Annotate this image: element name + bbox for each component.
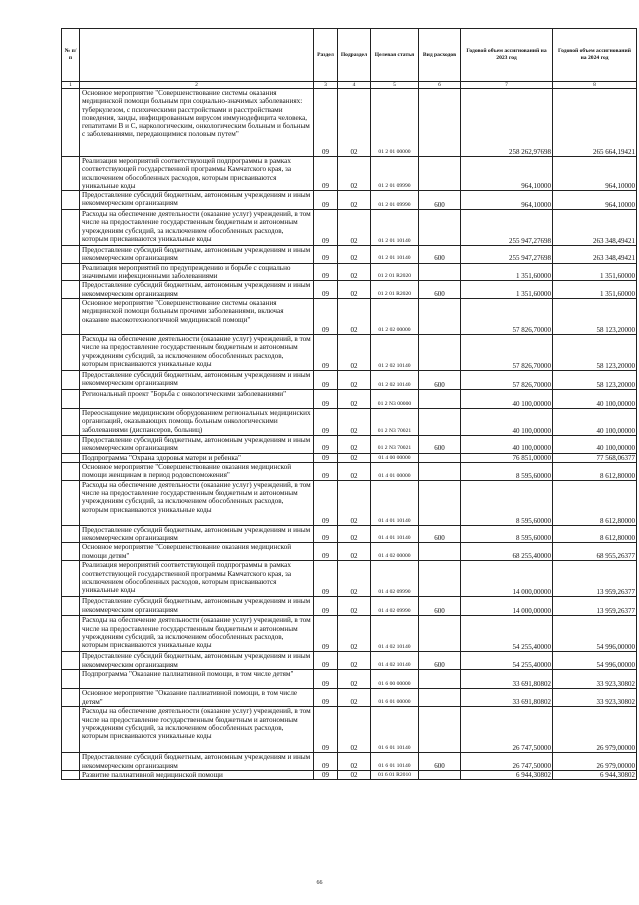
header-row — [62, 29, 637, 82]
header-name — [80, 29, 314, 82]
podrazdel-cell: 02 — [338, 670, 371, 689]
row-name-cell: Переоснащение медицинским оборудованием региональных медицинских организаций, оказывающих помощь больным онкологическими заболеваниями (диспансеров, больниц) — [80, 408, 314, 435]
amount-2023-cell: 40 100,00000 — [461, 435, 553, 453]
table-row — [62, 689, 637, 707]
razdel-cell: 09 — [314, 389, 338, 408]
row-number-cell — [62, 157, 80, 191]
row-number-cell — [62, 771, 80, 780]
target-article-cell: 01 6 01 R2010 — [371, 771, 419, 780]
row-number-cell — [62, 561, 80, 597]
razdel-cell: 09 — [314, 670, 338, 689]
row-name-cell: Расходы на обеспечение деятельности (оказание услуг) учреждений, в том числе на предоставление государственным бюджетным и автономным учреждениям субсидий, за исключением обособленных расходов, которым присваиваются уникальные коды — [80, 210, 314, 246]
razdel-cell: 09 — [314, 435, 338, 453]
amount-2023-cell: 57 826,70000 — [461, 370, 553, 389]
razdel-cell: 09 — [314, 462, 338, 480]
row-name-cell: Региональный проект "Борьба с онкологическими заболеваниями" — [80, 389, 314, 408]
header-vr: Вид расходов — [419, 29, 461, 82]
row-name-cell: Основное мероприятие "Совершенствование системы оказания медицинской помощи больным при социально-значимых заболеваниях: туберкулезом, с психическими расстройствами и расстройствами поведения, заиды, инфицированным вирусом иммунодефицита человека, гепатитами В и С, наркологическим, онкологическим больным и больным с заболеваниями, передающимися половым путем" — [80, 89, 314, 157]
amount-2023-cell: 255 947,27698 — [461, 246, 553, 264]
table-row — [62, 157, 637, 191]
amount-2024-cell: 265 664,19421 — [553, 89, 637, 157]
amount-2023-cell: 14 000,00000 — [461, 597, 553, 616]
razdel-cell: 09 — [314, 597, 338, 616]
target-article-cell: 01 2 01 R2020 — [371, 263, 419, 281]
expense-type-cell — [419, 771, 461, 780]
podrazdel-cell: 02 — [338, 597, 371, 616]
razdel-cell: 09 — [314, 771, 338, 780]
target-article-cell: 01 2 02 10140 — [371, 334, 419, 370]
razdel-cell: 09 — [314, 753, 338, 771]
table-row — [62, 298, 637, 334]
amount-2024-cell: 54 996,00000 — [553, 652, 637, 670]
amount-2024-cell: 40 100,00000 — [553, 435, 637, 453]
amount-2023-cell: 57 826,70000 — [461, 334, 553, 370]
amount-2023-cell: 8 595,60000 — [461, 480, 553, 525]
row-name-cell: Расходы на обеспечение деятельности (оказание услуг) учреждений, в том числе на предоставление государственным бюджетным и автономным учреждениям субсидий, за исключением обособленных расходов, которым присваиваются уникальные коды — [80, 334, 314, 370]
table-row — [62, 389, 637, 408]
amount-2023-cell: 33 691,80802 — [461, 670, 553, 689]
table-row — [62, 246, 637, 264]
table-row — [62, 480, 637, 525]
target-article-cell: 01 2 N3 00000 — [371, 389, 419, 408]
header-2024: Годовой объем ассигнований на 2024 год — [553, 29, 637, 82]
expense-type-cell — [419, 263, 461, 281]
amount-2023-cell: 54 255,40000 — [461, 652, 553, 670]
target-article-cell: 01 4 00 00000 — [371, 453, 419, 462]
row-number-cell — [62, 210, 80, 246]
row-number-cell — [62, 525, 80, 543]
expense-type-cell: 600 — [419, 281, 461, 299]
row-name-cell: Предоставление субсидий бюджетным, автономным учреждениям и иным некоммерческим организациям — [80, 435, 314, 453]
amount-2023-cell: 26 747,50000 — [461, 707, 553, 753]
amount-2023-cell: 964,10000 — [461, 157, 553, 191]
column-number: 6 — [419, 82, 461, 89]
amount-2024-cell: 8 612,80000 — [553, 462, 637, 480]
razdel-cell: 09 — [314, 157, 338, 191]
razdel-cell: 09 — [314, 210, 338, 246]
row-number-cell — [62, 370, 80, 389]
column-number: 5 — [371, 82, 419, 89]
header-num: № п/п — [62, 29, 80, 82]
target-article-cell: 01 4 02 09990 — [371, 597, 419, 616]
target-article-cell: 01 2 01 09990 — [371, 191, 419, 210]
row-name-cell: Предоставление субсидий бюджетным, автономным учреждениям и иным некоммерческим организациям — [80, 281, 314, 299]
podrazdel-cell: 02 — [338, 246, 371, 264]
header-podrazdel: Подраздел — [338, 29, 371, 82]
expense-type-cell — [419, 462, 461, 480]
podrazdel-cell: 02 — [338, 689, 371, 707]
expense-type-cell: 600 — [419, 191, 461, 210]
razdel-cell: 09 — [314, 191, 338, 210]
column-numbers-row — [62, 82, 637, 89]
target-article-cell: 01 6 01 10140 — [371, 753, 419, 771]
podrazdel-cell: 02 — [338, 753, 371, 771]
podrazdel-cell: 02 — [338, 561, 371, 597]
amount-2024-cell: 964,10000 — [553, 191, 637, 210]
amount-2024-cell: 33 923,30802 — [553, 670, 637, 689]
amount-2024-cell: 58 123,20000 — [553, 370, 637, 389]
amount-2024-cell: 40 100,00000 — [553, 389, 637, 408]
razdel-cell: 09 — [314, 263, 338, 281]
expense-type-cell — [419, 480, 461, 525]
amount-2023-cell: 57 826,70000 — [461, 298, 553, 334]
table-row — [62, 753, 637, 771]
amount-2023-cell: 33 691,80802 — [461, 689, 553, 707]
amount-2024-cell: 58 123,20000 — [553, 298, 637, 334]
row-name-cell: Расходы на обеспечение деятельности (оказание услуг) учреждений, в том числе на предоставление государственным бюджетным и автономным учреждениям субсидий, за исключением обособленных расходов, которым присваиваются уникальные коды — [80, 616, 314, 652]
amount-2024-cell: 40 100,00000 — [553, 408, 637, 435]
target-article-cell: 01 4 02 00000 — [371, 543, 419, 561]
expense-type-cell: 600 — [419, 435, 461, 453]
row-number-cell — [62, 435, 80, 453]
amount-2024-cell: 68 955,26377 — [553, 543, 637, 561]
target-article-cell: 01 2 02 00000 — [371, 298, 419, 334]
podrazdel-cell: 02 — [338, 771, 371, 780]
table-row — [62, 771, 637, 780]
row-number-cell — [62, 389, 80, 408]
row-name-cell: Предоставление субсидий бюджетным, автономным учреждениям и иным некоммерческим организациям — [80, 753, 314, 771]
table-row — [62, 408, 637, 435]
razdel-cell: 09 — [314, 281, 338, 299]
amount-2024-cell: 13 959,26377 — [553, 597, 637, 616]
expense-type-cell — [419, 157, 461, 191]
table-row — [62, 616, 637, 652]
table-row — [62, 525, 637, 543]
row-number-cell — [62, 753, 80, 771]
podrazdel-cell: 02 — [338, 525, 371, 543]
target-article-cell: 01 2 02 10140 — [371, 370, 419, 389]
table-row — [62, 435, 637, 453]
column-number: 7 — [461, 82, 553, 89]
column-number: 4 — [338, 82, 371, 89]
table-row — [62, 652, 637, 670]
row-number-cell — [62, 480, 80, 525]
table-row — [62, 561, 637, 597]
row-name-cell: Реализация мероприятий соответствующей подпрограммы в рамках соответствующей государственной программы Камчатского края, за исключением обособленных расходов, которым присваиваются уникальные коды — [80, 561, 314, 597]
amount-2024-cell: 33 923,30802 — [553, 689, 637, 707]
podrazdel-cell: 02 — [338, 462, 371, 480]
column-number: 1 — [62, 82, 80, 89]
table-row — [62, 191, 637, 210]
expense-type-cell — [419, 707, 461, 753]
target-article-cell: 01 2 01 R2020 — [371, 281, 419, 299]
podrazdel-cell: 02 — [338, 543, 371, 561]
row-name-cell: Предоставление субсидий бюджетным, автономным учреждениям и иным некоммерческим организациям — [80, 525, 314, 543]
razdel-cell: 09 — [314, 246, 338, 264]
expense-type-cell: 600 — [419, 597, 461, 616]
target-article-cell: 01 4 02 10140 — [371, 616, 419, 652]
amount-2024-cell: 263 348,49421 — [553, 246, 637, 264]
row-name-cell: Предоставление субсидий бюджетным, автономным учреждениям и иным некоммерческим организациям — [80, 597, 314, 616]
razdel-cell: 09 — [314, 616, 338, 652]
podrazdel-cell: 02 — [338, 652, 371, 670]
razdel-cell: 09 — [314, 334, 338, 370]
target-article-cell: 01 6 00 00000 — [371, 670, 419, 689]
target-article-cell: 01 2 N3 70021 — [371, 408, 419, 435]
podrazdel-cell: 02 — [338, 370, 371, 389]
row-number-cell — [62, 191, 80, 210]
razdel-cell: 09 — [314, 370, 338, 389]
target-article-cell: 01 2 N3 70021 — [371, 435, 419, 453]
target-article-cell: 01 6 01 10140 — [371, 707, 419, 753]
podrazdel-cell: 02 — [338, 210, 371, 246]
target-article-cell: 01 4 02 10140 — [371, 652, 419, 670]
table-row — [62, 263, 637, 281]
razdel-cell: 09 — [314, 480, 338, 525]
podrazdel-cell: 02 — [338, 616, 371, 652]
row-number-cell — [62, 707, 80, 753]
table-row — [62, 462, 637, 480]
row-number-cell — [62, 298, 80, 334]
row-name-cell: Предоставление субсидий бюджетным, автономным учреждениям и иным некоммерческим организациям — [80, 370, 314, 389]
row-number-cell — [62, 334, 80, 370]
podrazdel-cell: 02 — [338, 389, 371, 408]
razdel-cell: 09 — [314, 298, 338, 334]
target-article-cell: 01 4 02 09990 — [371, 561, 419, 597]
target-article-cell: 01 4 01 10140 — [371, 480, 419, 525]
column-number: 8 — [553, 82, 637, 89]
expense-type-cell — [419, 689, 461, 707]
amount-2023-cell: 54 255,40000 — [461, 616, 553, 652]
row-number-cell — [62, 453, 80, 462]
razdel-cell: 09 — [314, 652, 338, 670]
header-csr: Целевая статья — [371, 29, 419, 82]
razdel-cell: 09 — [314, 408, 338, 435]
amount-2024-cell: 8 612,80000 — [553, 480, 637, 525]
expense-type-cell: 600 — [419, 370, 461, 389]
table-row — [62, 453, 637, 462]
row-number-cell — [62, 616, 80, 652]
row-name-cell: Расходы на обеспечение деятельности (оказание услуг) учреждений, в том числе на предоставление государственным бюджетным и автономным учреждениям субсидий, за исключением обособленных расходов, которым присваиваются уникальные коды — [80, 480, 314, 525]
amount-2023-cell: 68 255,40000 — [461, 543, 553, 561]
razdel-cell: 09 — [314, 89, 338, 157]
podrazdel-cell: 02 — [338, 263, 371, 281]
row-number-cell — [62, 652, 80, 670]
row-number-cell — [62, 597, 80, 616]
expense-type-cell: 600 — [419, 246, 461, 264]
expense-type-cell — [419, 670, 461, 689]
expense-type-cell — [419, 453, 461, 462]
amount-2023-cell: 1 351,60000 — [461, 263, 553, 281]
budget-table — [61, 28, 637, 780]
row-number-cell — [62, 246, 80, 264]
expense-type-cell — [419, 408, 461, 435]
table-row — [62, 334, 637, 370]
row-number-cell — [62, 408, 80, 435]
table-row — [62, 370, 637, 389]
row-name-cell: Реализация мероприятий соответствующей подпрограммы в рамках соответствующей государственной программы Камчатского края, за исключением обособленных расходов, которым присваиваются уникальные коды — [80, 157, 314, 191]
column-number: 2 — [80, 82, 314, 89]
row-name-cell: Предоставление субсидий бюджетным, автономным учреждениям и иным некоммерческим организациям — [80, 191, 314, 210]
row-name-cell: Основное мероприятие "Оказание паллиативной помощи, в том числе детям" — [80, 689, 314, 707]
amount-2024-cell: 13 959,26377 — [553, 561, 637, 597]
expense-type-cell — [419, 543, 461, 561]
page-number: 66 — [316, 880, 323, 886]
podrazdel-cell: 02 — [338, 157, 371, 191]
amount-2023-cell: 6 944,30802 — [461, 771, 553, 780]
podrazdel-cell: 02 — [338, 334, 371, 370]
header-razdel: Раздел — [314, 29, 338, 82]
row-number-cell — [62, 462, 80, 480]
table-row — [62, 543, 637, 561]
target-article-cell: 01 6 01 00000 — [371, 689, 419, 707]
row-name-cell: Расходы на обеспечение деятельности (оказание услуг) учреждений, в том числе на предоставление государственным бюджетным и автономным учреждениям субсидий, за исключением обособленных расходов, которым присваиваются уникальные коды — [80, 707, 314, 753]
podrazdel-cell: 02 — [338, 480, 371, 525]
podrazdel-cell: 02 — [338, 298, 371, 334]
podrazdel-cell: 02 — [338, 435, 371, 453]
amount-2024-cell: 58 123,20000 — [553, 334, 637, 370]
amount-2023-cell: 964,10000 — [461, 191, 553, 210]
row-name-cell: Развитие паллиативной медицинской помощи — [80, 771, 314, 780]
amount-2023-cell: 26 747,50000 — [461, 753, 553, 771]
amount-2023-cell: 40 100,00000 — [461, 389, 553, 408]
row-name-cell: Реализация мероприятий по предупреждению и борьбе с социально значимыми инфекционными заболеваниями — [80, 263, 314, 281]
target-article-cell: 01 4 01 10140 — [371, 525, 419, 543]
amount-2023-cell: 8 595,60000 — [461, 462, 553, 480]
razdel-cell: 09 — [314, 525, 338, 543]
row-number-cell — [62, 89, 80, 157]
expense-type-cell — [419, 334, 461, 370]
amount-2024-cell: 77 568,06377 — [553, 453, 637, 462]
row-number-cell — [62, 263, 80, 281]
podrazdel-cell: 02 — [338, 281, 371, 299]
expense-type-cell: 600 — [419, 652, 461, 670]
amount-2023-cell: 8 595,60000 — [461, 525, 553, 543]
table-row — [62, 210, 637, 246]
amount-2024-cell: 1 351,60000 — [553, 263, 637, 281]
amount-2024-cell: 8 612,80000 — [553, 525, 637, 543]
razdel-cell: 09 — [314, 561, 338, 597]
expense-type-cell — [419, 210, 461, 246]
expense-type-cell — [419, 389, 461, 408]
amount-2023-cell: 255 947,27698 — [461, 210, 553, 246]
amount-2023-cell: 258 262,97698 — [461, 89, 553, 157]
expense-type-cell — [419, 89, 461, 157]
amount-2024-cell: 26 979,00000 — [553, 707, 637, 753]
row-number-cell — [62, 543, 80, 561]
expense-type-cell: 600 — [419, 525, 461, 543]
amount-2024-cell: 263 348,49421 — [553, 210, 637, 246]
amount-2024-cell: 6 944,30802 — [553, 771, 637, 780]
amount-2024-cell: 964,10000 — [553, 157, 637, 191]
table-row — [62, 670, 637, 689]
razdel-cell: 09 — [314, 453, 338, 462]
row-number-cell — [62, 281, 80, 299]
amount-2023-cell: 14 000,00000 — [461, 561, 553, 597]
podrazdel-cell: 02 — [338, 707, 371, 753]
target-article-cell: 01 2 01 09990 — [371, 157, 419, 191]
podrazdel-cell: 02 — [338, 408, 371, 435]
amount-2024-cell: 54 996,00000 — [553, 616, 637, 652]
table-row — [62, 89, 637, 157]
expense-type-cell: 600 — [419, 753, 461, 771]
row-number-cell — [62, 670, 80, 689]
row-name-cell: Основное мероприятие "Совершенствование оказания медицинской помощи детям" — [80, 543, 314, 561]
razdel-cell: 09 — [314, 543, 338, 561]
row-name-cell: Основное мероприятие "Совершенствование оказания медицинской помощи женщинам в период родовспоможения" — [80, 462, 314, 480]
amount-2024-cell: 26 979,00000 — [553, 753, 637, 771]
table-row — [62, 707, 637, 753]
table-body — [62, 89, 637, 780]
amount-2023-cell: 1 351,60000 — [461, 281, 553, 299]
row-name-cell: Предоставление субсидий бюджетным, автономным учреждениям и иным некоммерческим организациям — [80, 246, 314, 264]
podrazdel-cell: 02 — [338, 191, 371, 210]
amount-2023-cell: 40 100,00000 — [461, 408, 553, 435]
amount-2023-cell: 76 851,00000 — [461, 453, 553, 462]
target-article-cell: 01 2 01 00000 — [371, 89, 419, 157]
row-name-cell: Предоставление субсидий бюджетным, автономным учреждениям и иным некоммерческим организациям — [80, 652, 314, 670]
document-page — [61, 28, 636, 780]
table-row — [62, 597, 637, 616]
row-name-cell: Основное мероприятие "Совершенствование системы оказания медицинской помощи больным прочими заболеваниями, включая оказание высокотехнологичной медицинской помощи" — [80, 298, 314, 334]
target-article-cell: 01 2 01 10140 — [371, 210, 419, 246]
expense-type-cell — [419, 616, 461, 652]
expense-type-cell — [419, 561, 461, 597]
podrazdel-cell: 02 — [338, 89, 371, 157]
razdel-cell: 09 — [314, 689, 338, 707]
row-name-cell: Подпрограмма "Оказание паллиативной помощи, в том числе детям" — [80, 670, 314, 689]
row-name-cell: Подпрограмма "Охрана здоровья матери и ребенка" — [80, 453, 314, 462]
table-row — [62, 281, 637, 299]
podrazdel-cell: 02 — [338, 453, 371, 462]
target-article-cell: 01 4 01 00000 — [371, 462, 419, 480]
expense-type-cell — [419, 298, 461, 334]
amount-2024-cell: 1 351,60000 — [553, 281, 637, 299]
column-number: 3 — [314, 82, 338, 89]
row-number-cell — [62, 689, 80, 707]
header-2023: Годовой объем ассигнований на 2023 год — [461, 29, 553, 82]
razdel-cell: 09 — [314, 707, 338, 753]
target-article-cell: 01 2 01 10140 — [371, 246, 419, 264]
